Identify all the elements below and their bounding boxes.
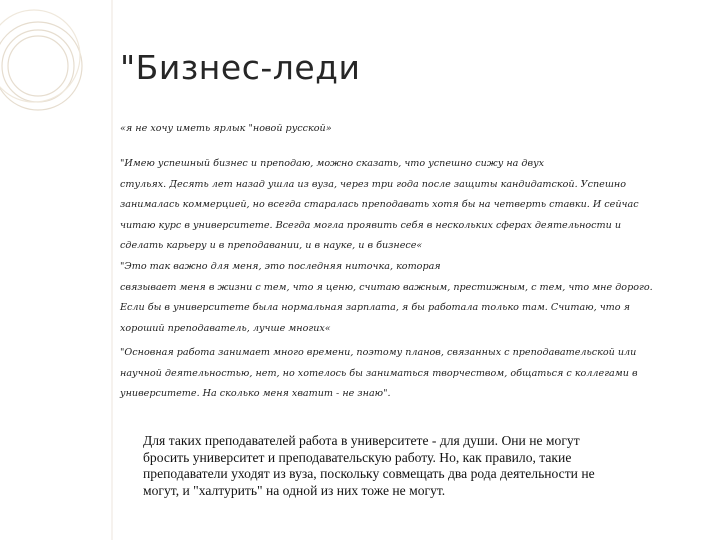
quote-line: "Основная работа занимает много времени, поэтому планов, связанных с преподавательской или xyxy=(120,347,637,358)
quote-line: научной деятельностью, нет, но хотелось бы заниматься творчеством, общаться с коллегами в xyxy=(120,367,638,379)
quote-line: хороший преподаватель, лучше многих« xyxy=(120,322,331,334)
decorative-circles xyxy=(0,0,130,540)
quote-line: связывает меня в жизни с тем, что я ценю, считаю важным, престижным, с тем, что мне дорого. xyxy=(120,281,653,293)
slide-title: "Бизнес-леди xyxy=(120,48,361,87)
summary-paragraph xyxy=(143,433,703,499)
quote-line: университете. На сколько меня хватит - не знаю". xyxy=(120,388,391,399)
summary-line: могут, и "халтурить" на одной из них тоже не могут. xyxy=(143,482,446,498)
quote-line: "Это так важно для меня, это последняя ниточка, которая xyxy=(120,261,441,272)
quote-line: читаю курс в университете. Всегда могла проявить себя в нескольких сферах деятельности и xyxy=(120,219,622,231)
quote-main-work-paragraph xyxy=(120,343,680,405)
quote-line: "Имею успешный бизнес и преподаю, можно сказать, что успешно сижу на двух xyxy=(120,158,545,169)
summary-line: преподаватели уходят из вуза, поскольку совмещать два рода деятельности не xyxy=(143,466,595,481)
quote-business-paragraph xyxy=(120,154,680,257)
quote-line: сделать карьеру и в преподавании, и в науке, и в бизнесе« xyxy=(120,240,423,251)
quote-line: «я не хочу иметь ярлык "новой русской» xyxy=(120,123,332,134)
quote-line: Если бы в университете была нормальная зарплата, я бы работала только там. Считаю, что я xyxy=(120,302,630,313)
quote-importance-paragraph xyxy=(120,257,680,339)
quote-line: занималась коммерцией, но всегда старалась преподавать хотя бы на четверть ставки. И сейчас xyxy=(120,199,639,210)
summary-line: бросить университет и преподавательскую работу. Но, как правило, такие xyxy=(143,449,572,465)
quote-line: стульях. Десять лет назад ушла из вуза, через три года после защиты кандидатской. Успешно xyxy=(120,178,627,190)
quote-label-paragraph xyxy=(120,119,680,140)
summary-line: Для таких преподавателей работа в университете - для души. Они не могут xyxy=(143,433,580,448)
